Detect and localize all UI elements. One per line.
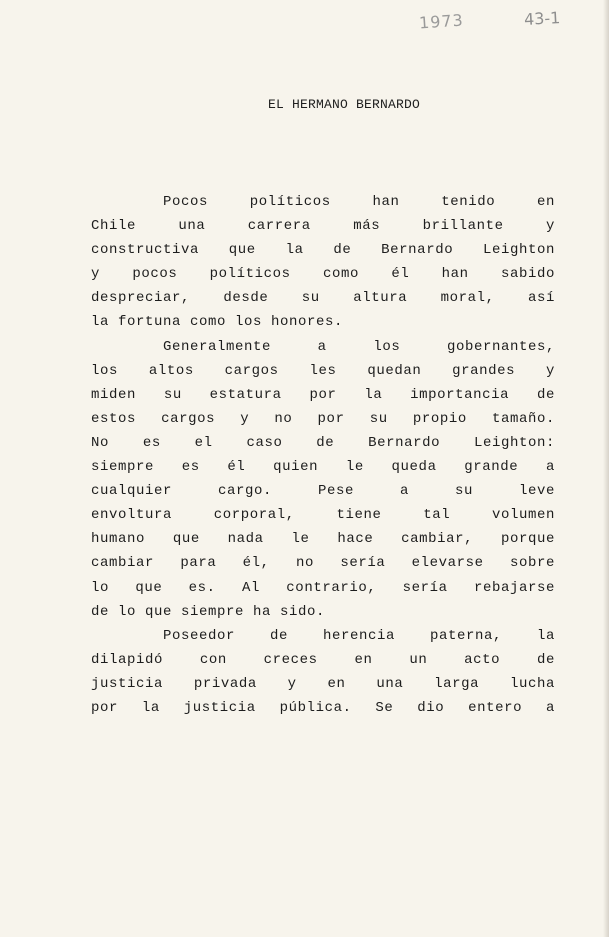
paragraph-3	[91, 624, 555, 720]
text-line: estos cargos y no por su propio tamaño.	[91, 410, 555, 427]
text-line: de lo que siempre ha sido.	[91, 603, 326, 620]
text-line: dilapidó con creces en un acto de	[91, 651, 555, 668]
text-line: por la justicia pública. Se dio entero a	[91, 699, 555, 716]
text-line: la fortuna como los honores.	[91, 314, 344, 331]
text-line: Generalmente a los gobernantes,	[163, 338, 555, 355]
document-body	[91, 190, 555, 720]
paragraph-2	[91, 335, 555, 624]
text-line: los altos cargos les quedan grandes y	[91, 362, 555, 379]
text-line: Pocos políticos han tenido en	[163, 194, 555, 210]
text-line: lo que es. Al contrario, sería rebajarse	[91, 579, 555, 596]
document-title: EL HERMANO BERNARDO	[268, 97, 421, 112]
paragraph-1	[91, 190, 555, 335]
text-line: miden su estatura por la importancia de	[91, 386, 555, 403]
text-line: Poseedor de herencia paterna, la	[163, 627, 555, 644]
text-line: envoltura corporal, tiene tal volumen	[91, 507, 555, 524]
text-line: justicia privada y en una larga lucha	[91, 675, 555, 692]
text-line: cambiar para él, no sería elevarse sobre	[91, 555, 555, 572]
text-line: Chile una carrera más brillante y	[91, 218, 555, 235]
text-line: No es el caso de Bernardo Leighton:	[91, 434, 555, 451]
text-line: cualquier cargo. Pese a su leve	[91, 483, 555, 500]
text-line: despreciar, desde su altura moral, así	[91, 290, 555, 307]
handwritten-page-annotation: 43-1	[523, 8, 561, 29]
handwritten-year-annotation: 1973	[418, 10, 465, 33]
text-line: siempre es él quien le queda grande a	[91, 459, 555, 476]
page-edge-shadow	[603, 0, 609, 937]
text-line: humano que nada le hace cambiar, porque	[91, 531, 555, 548]
text-line: constructiva que la de Bernardo Leighton	[91, 242, 555, 259]
text-line: y pocos políticos como él han sabido	[91, 266, 555, 283]
